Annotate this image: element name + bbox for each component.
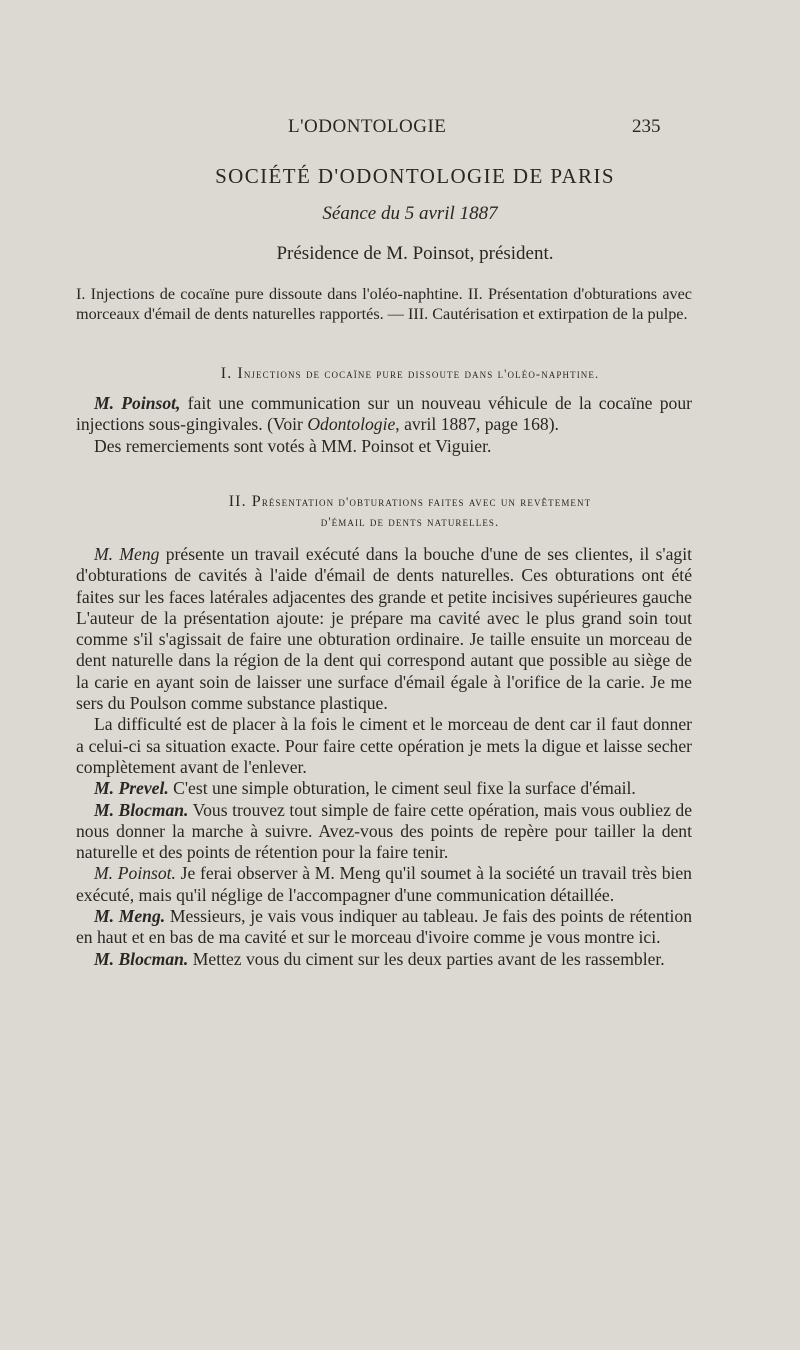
session-line: Séance du 5 avril 1887 [322,203,498,224]
paragraph [76,778,692,799]
section-2-heading-rest: résentation d'obturations faites avec un revêtement [261,495,592,509]
paragraph [76,906,692,949]
speaker-name: M. Poinsot, [94,393,181,413]
speaker-name: M. Prevel. [94,778,169,799]
society-title: SOCIÉTÉ D'ODONTOLOGIE DE PARIS [215,164,615,188]
journal-title: L'ODONTOLOGIE [288,116,447,137]
section-1-body [76,393,692,457]
paragraph-text: Messieurs, je vais vous indiquer au tableau. Je fais des points de rétention en haut et en bas de ma cavité et sur le morceau d'ivoire comme je vous montre ici. [76,906,693,948]
presidence-line: Présidence de M. Poinsot, président. [276,243,554,264]
running-head [0,116,800,140]
agenda-summary: I. Injections de cocaïne pure dissoute dans l'oléo-naphtine. II. Présentation d'obturations avec morceaux d'émail de dents naturelles rapportés. — III. Cautérisation et extirpation de la pulpe. [76,285,692,323]
section-2-heading-line-1 [0,493,800,511]
speaker-name: M. Blocman. [94,948,189,969]
section-1-heading-lead: I. I [220,365,244,382]
paragraph-text: , avril 1887, page 168). [395,414,559,435]
paragraph-text: Mettez vous du ciment sur les deux parties avant de les rassembler. [188,948,665,969]
page-number: 235 [632,116,661,137]
paragraph [76,863,692,906]
paragraph [76,393,692,436]
paragraph [76,800,692,864]
paragraph [76,544,692,714]
section-1-heading-rest: njections de cocaïne pure dissoute dans l'oléo-naphtine. [243,367,600,381]
paragraph: Des remerciements sont votés à MM. Poinsot et Viguier. [94,435,492,456]
speaker-name: M. Meng. [94,906,166,927]
paragraph [76,949,692,970]
paragraph-text: fait une communication sur un nouveau véhicule de la cocaïne pour injections sous-gingivales. (Voir [76,393,692,435]
paragraph-text: Je ferai observer à M. Meng qu'il soumet à la société un travail très bien exécuté, mais qu'il néglige de l'accompagner d'une communication détaillée. [76,863,692,905]
section-2-heading-line-2: d'émail de dents naturelles. [320,515,500,529]
journal-reference: Odontologie [307,414,396,435]
section-2-heading-lead: II. P [228,493,262,510]
paragraph-text: présente un travail exécuté dans la bouche d'une de ses clientes, il s'agit d'obturations de cavités à l'aide d'émail de dents naturelles. Ces obturations ont été faites sur les faces latérales adjacentes des grande et petite incisives supérieures gauche L'auteur de la présentation ajoute: je prépare ma cavité avec le plus grand soin tout comme s'il s'agissait de faire une obturation ordinaire. Je taille ensuite un morceau de dent naturelle dans la région de la dent qui correspond autant que possible au siège de la carie en ayant soin de laisser une surface d'émail égale à l'orifice de la carie. Je me sers du Poulson comme substance plastique. [76,544,692,714]
paragraph-text: Vous trouvez tout simple de faire cette opération, mais vous oubliez de nous donner la marche à suivre. Avez-vous des points de repère pour tailler la dent naturelle et des points de rétention pour la faire tenir. [76,799,693,863]
speaker-name: M. Meng [94,544,160,564]
paragraph: La difficulté est de placer à la fois le ciment et le morceau de dent car il faut donner a celui-ci sa situation exacte. Pour faire cette opération je mets la digue et laisse secher complètement avant de l'enlever. [76,714,692,777]
speaker-name: M. Poinsot. [94,863,176,884]
paragraph-text: C'est une simple obturation, le ciment seul fixe la surface d'émail. [168,778,636,799]
section-2-body [76,544,692,970]
section-1-heading [0,365,800,383]
speaker-name: M. Blocman. [94,799,189,820]
